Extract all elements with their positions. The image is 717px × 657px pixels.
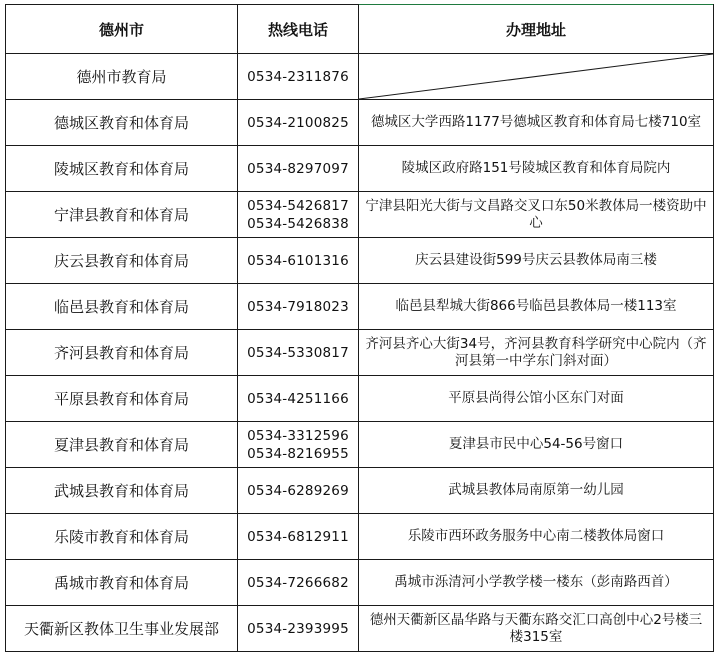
- phone-number: 0534-5426838: [247, 215, 349, 232]
- header-region: 德州市: [6, 5, 238, 54]
- phone-cell: [238, 54, 359, 100]
- table-row: [6, 284, 714, 330]
- address-cell: 齐河县齐心大街34号，齐河县教育科学研究中心院内（齐河县第一中学东门斜对面）: [359, 330, 714, 376]
- region-cell: 陵城区教育和体育局: [6, 146, 238, 192]
- phone-cell: [238, 238, 359, 284]
- address-cell: 平原县尚得公馆小区东门对面: [359, 376, 714, 422]
- region-cell: 临邑县教育和体育局: [6, 284, 238, 330]
- address-cell: 宁津县阳光大街与文昌路交叉口东50米教体局一楼资助中心: [359, 192, 714, 238]
- office-table: [5, 4, 714, 652]
- phone-cell: [238, 422, 359, 468]
- phone-cell: [238, 514, 359, 560]
- table-row: [6, 192, 714, 238]
- phone-number: 0534-5330817: [247, 344, 349, 361]
- table-row: [6, 238, 714, 284]
- phone-number: 0534-5426817: [247, 197, 349, 214]
- office-directory: [5, 4, 714, 652]
- header-address: 办理地址: [359, 5, 714, 54]
- phone-number: 0534-8297097: [247, 160, 349, 177]
- phone-cell: [238, 606, 359, 652]
- phone-number: 0534-8216955: [247, 445, 349, 462]
- region-cell: 德城区教育和体育局: [6, 100, 238, 146]
- table-row: [6, 146, 714, 192]
- header-phone: 热线电话: [238, 5, 359, 54]
- table-body: [6, 54, 714, 652]
- table-row: [6, 330, 714, 376]
- address-cell: 武城县教体局南原第一幼儿园: [359, 468, 714, 514]
- region-cell: 德州市教育局: [6, 54, 238, 100]
- table-row: [6, 376, 714, 422]
- header-row: [6, 5, 714, 54]
- region-cell: 乐陵市教育和体育局: [6, 514, 238, 560]
- phone-number: 0534-2393995: [247, 620, 349, 637]
- phone-number: 0534-2100825: [247, 114, 349, 131]
- phone-cell: [238, 192, 359, 238]
- phone-number: 0534-6101316: [247, 252, 349, 269]
- address-cell: 庆云县建设街599号庆云县教体局南三楼: [359, 238, 714, 284]
- phone-cell: [238, 100, 359, 146]
- table-row: [6, 560, 714, 606]
- address-cell: 德州天衢新区晶华路与天衢东路交汇口高创中心2号楼三楼315室: [359, 606, 714, 652]
- table-row: [6, 422, 714, 468]
- address-cell: 夏津县市民中心54-56号窗口: [359, 422, 714, 468]
- phone-number: 0534-6812911: [247, 528, 349, 545]
- address-cell: 禹城市泺清河小学教学楼一楼东（彭南路西首）: [359, 560, 714, 606]
- diagonal-line: [359, 54, 713, 99]
- phone-cell: [238, 468, 359, 514]
- address-cell: 陵城区政府路151号陵城区教育和体育局院内: [359, 146, 714, 192]
- phone-number: 0534-3312596: [247, 427, 349, 444]
- table-row: [6, 54, 714, 100]
- region-cell: 宁津县教育和体育局: [6, 192, 238, 238]
- table-row: [6, 514, 714, 560]
- address-cell: 临邑县犁城大街866号临邑县教体局一楼113室: [359, 284, 714, 330]
- region-cell: 齐河县教育和体育局: [6, 330, 238, 376]
- phone-cell: [238, 330, 359, 376]
- phone-cell: [238, 376, 359, 422]
- region-cell: 平原县教育和体育局: [6, 376, 238, 422]
- table-row: [6, 468, 714, 514]
- phone-number: 0534-7266682: [247, 574, 349, 591]
- phone-number: 0534-7918023: [247, 298, 349, 315]
- phone-number: 0534-2311876: [247, 68, 349, 85]
- phone-cell: [238, 284, 359, 330]
- phone-number: 0534-6289269: [247, 482, 349, 499]
- address-cell: 德城区大学西路1177号德城区教育和体育局七楼710室: [359, 100, 714, 146]
- table-row: [6, 606, 714, 652]
- phone-cell: [238, 146, 359, 192]
- region-cell: 武城县教育和体育局: [6, 468, 238, 514]
- region-cell: 夏津县教育和体育局: [6, 422, 238, 468]
- region-cell: 天衢新区教体卫生事业发展部: [6, 606, 238, 652]
- address-cell-empty: [359, 54, 714, 100]
- phone-cell: [238, 560, 359, 606]
- phone-number: 0534-4251166: [247, 390, 349, 407]
- address-cell: 乐陵市西环政务服务中心南二楼教体局窗口: [359, 514, 714, 560]
- region-cell: 庆云县教育和体育局: [6, 238, 238, 284]
- table-row: [6, 100, 714, 146]
- region-cell: 禹城市教育和体育局: [6, 560, 238, 606]
